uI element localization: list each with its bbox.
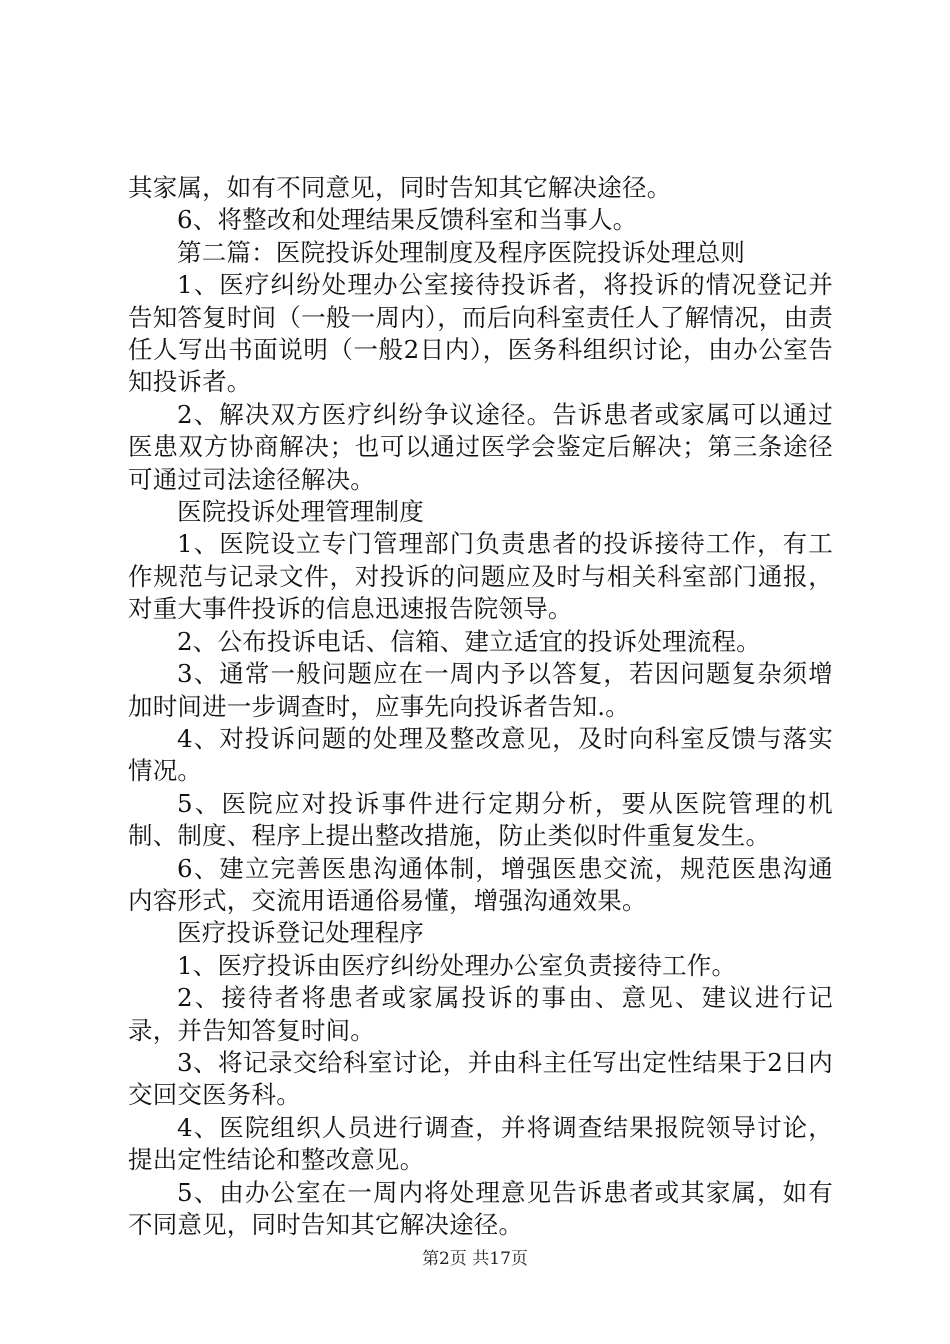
paragraph-procedure-4: 4、医院组织人员进行调查，并将调查结果报院领导讨论，提出定性结论和整改意见。 (128, 1112, 833, 1175)
paragraph-rule-2: 2、解决双方医疗纠纷争议途径。告诉患者或家属可以通过医患双方协商解决；也可以通过医学会鉴定后解决；第三条途径可通过司法途径解决。 (128, 399, 833, 494)
paragraph-management-4: 4、对投诉问题的处理及整改意见，及时向科室反馈与落实情况。 (128, 723, 833, 786)
section-heading-procedure: 医疗投诉登记处理程序 (177, 918, 424, 948)
paragraph-continuation: 其家属，如有不同意见，同时告知其它解决途径。 (128, 173, 672, 202)
paragraph-management-5: 5、医院应对投诉事件进行定期分析，要从医院管理的机制、制度、程序上提出整改措施，防止类似时件重复发生。 (128, 788, 833, 851)
document-body (128, 172, 833, 1241)
paragraph-management-3: 3、通常一般问题应在一周内予以答复，若因问题复杂须增加时间进一步调查时，应事先向投诉者告知.。 (128, 659, 833, 721)
paragraph-procedure-2: 2、接待者将患者或家属投诉的事由、意见、建议进行记录，并告知答复时间。 (128, 983, 833, 1045)
paragraph-management-1: 1、医院设立专门管理部门负责患者的投诉接待工作，有工作规范与记录文件，对投诉的问题应及时与相关科室部门通报，对重大事件投诉的信息迅速报告院领导。 (128, 529, 833, 624)
paragraph-rule-1: 1、医疗纠纷处理办公室接待投诉者，将投诉的情况登记并告知答复时间（一般一周内），而后向科室责任人了解情况，由责任人写出书面说明（一般2日内），医务科组织讨论，由办公室告知投诉者。 (128, 270, 833, 397)
paragraph-item-6: 6、将整改和处理结果反馈科室和当事人。 (177, 205, 638, 235)
section-heading-management: 医院投诉处理管理制度 (177, 497, 424, 527)
page-number-footer: 第2页 共17页 (422, 1249, 528, 1269)
section-heading-part-two: 第二篇：医院投诉处理制度及程序医院投诉处理总则 (177, 237, 746, 267)
paragraph-management-6: 6、建立完善医患沟通体制，增强医患交流，规范医患沟通内容形式，交流用语通俗易懂，增强沟通效果。 (128, 853, 833, 915)
paragraph-procedure-1: 1、医疗投诉由医疗纠纷处理办公室负责接待工作。 (177, 950, 737, 980)
paragraph-management-2: 2、公布投诉电话、信箱、建立适宜的投诉处理流程。 (177, 626, 761, 656)
paragraph-procedure-3: 3、将记录交给科室讨论，并由科主任写出定性结果于2日内交回交医务科。 (128, 1047, 833, 1110)
paragraph-procedure-5: 5、由办公室在一周内将处理意见告诉患者或其家属，如有不同意见，同时告知其它解决途径。 (128, 1177, 833, 1239)
